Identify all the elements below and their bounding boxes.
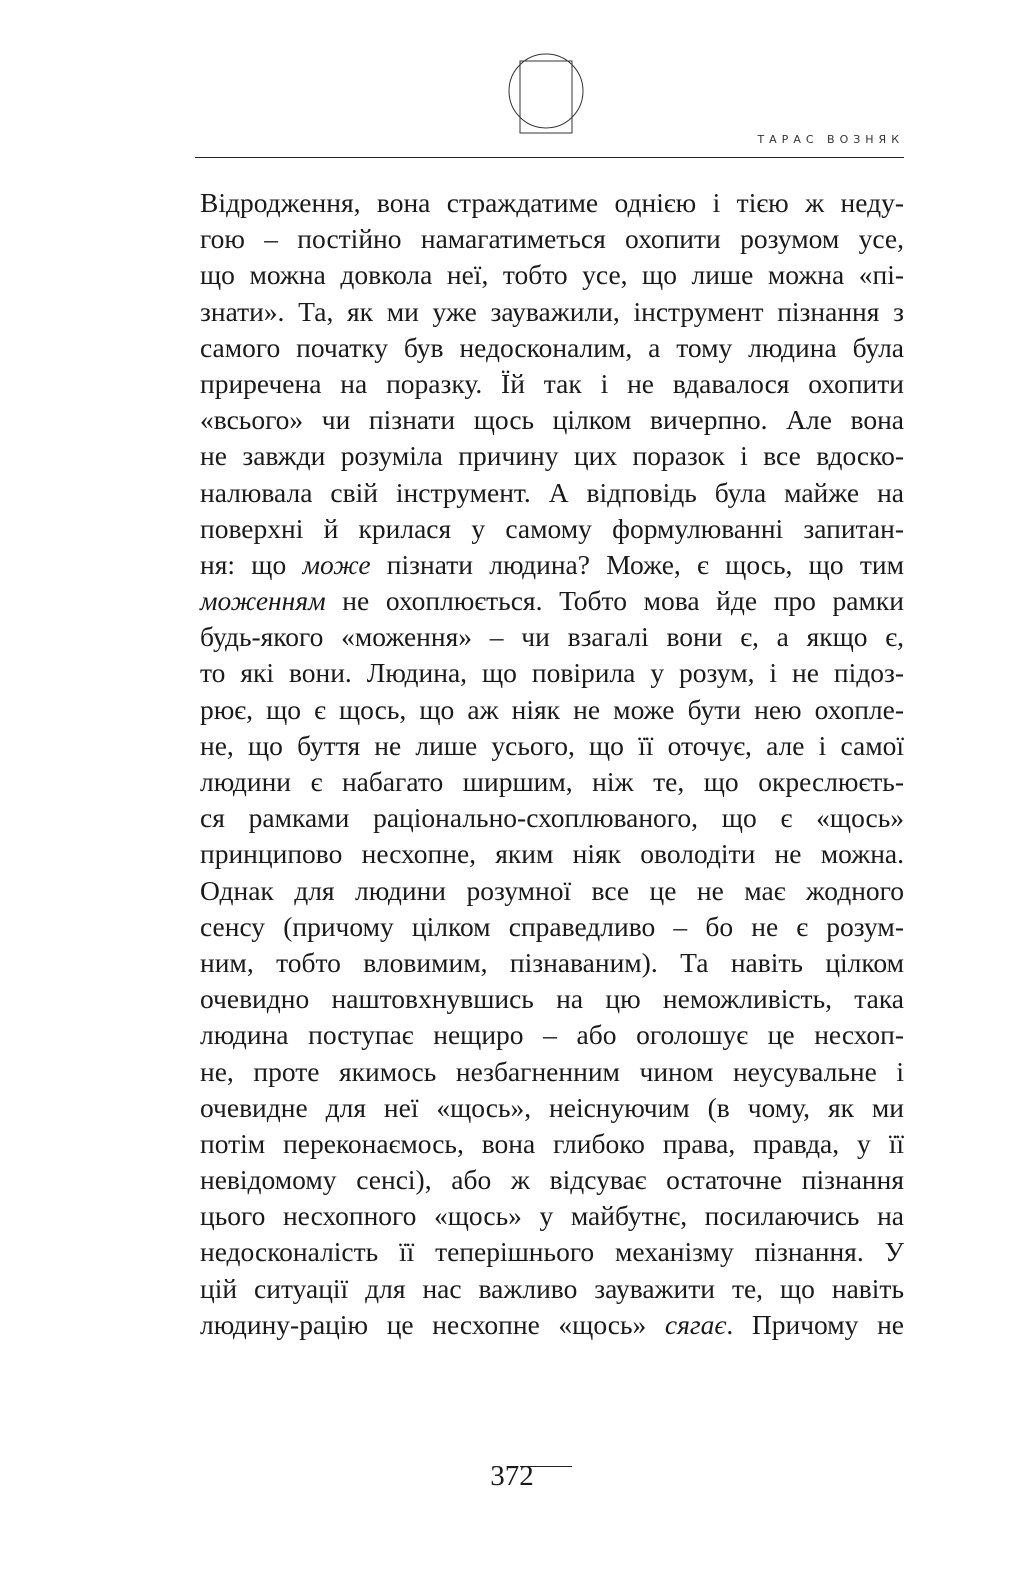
header-rule [195,157,904,158]
text-line [200,547,904,583]
text-line [200,1198,904,1234]
text-segment: очевидно наштовхнувшись на цю неможливість, така [200,983,904,1015]
text-line [200,873,904,909]
text-line [200,221,904,257]
text-line [200,1162,904,1198]
text-line [200,1234,904,1270]
text-line [200,475,904,511]
text-segment: «всього» чи пізнати щось цілком вичерпно. Але вона [200,404,904,436]
text-segment: людина поступає нещиро – або оголошує це несхоп- [200,1019,904,1051]
text-segment: очевидне для неї «щось», неіснуючим (в чому, як ми [200,1091,904,1123]
text-line [200,728,904,764]
text-line [200,1126,904,1162]
text-line [200,185,904,221]
text-segment: рює, що є щось, що аж ніяк не може бути нею охопле- [200,693,904,725]
text-segment: то які вони. Людина, що повірила у розум, і не підоз- [200,657,904,689]
page-number: 372 [490,1460,534,1492]
text-segment: людину-рацію це несхопне «щось» [200,1308,665,1340]
text-segment: . Причому не [726,1308,904,1340]
text-line [200,366,904,402]
text-line [200,981,904,1017]
text-line [200,583,904,619]
text-segment: знати». Та, як ми уже зауважили, інструмент пізнання з [200,295,904,327]
text-segment: налювала свій інструмент. А відповідь була майже на [200,476,904,508]
italic-text: сягає [664,1308,727,1340]
text-line [200,294,904,330]
body-text [200,185,904,1343]
text-line [200,402,904,438]
text-segment: самого початку був недосконалим, а тому людина була [200,331,904,363]
italic-text: може [302,548,371,580]
italic-text: моженням [200,585,326,617]
text-line [200,1090,904,1126]
text-segment: потім переконаємось, вона глибоко права, правда, у її [200,1127,904,1159]
text-line [200,909,904,945]
running-head-author: ТАРАС ВОЗНЯК [757,133,904,146]
text-line [200,1017,904,1053]
text-segment: ним, тобто вловимим, пізнаваним). Та навіть цілком [200,946,904,978]
text-line [200,800,904,836]
text-segment: ня: що [200,548,303,580]
text-line [200,438,904,474]
text-segment: поверхні й крилася у самому формулюванні запитан- [200,512,904,544]
text-line [200,836,904,872]
text-segment: гою – постійно намагатиметься охопити розумом усе, [200,223,904,255]
text-line [200,1271,904,1307]
text-line [200,1054,904,1090]
text-line [200,945,904,981]
text-line [200,655,904,691]
text-segment: сенсу (причому цілком справедливо – бо не є розум- [200,910,904,942]
text-segment: принципово несхопне, яким ніяк оволодіти не можна. [200,838,904,870]
logo-circle-square-emblem [508,48,584,134]
text-segment: не завжди розуміла причину цих поразок і все вдоско- [200,440,904,472]
text-segment: цій ситуації для нас важливо зауважити те, що навіть [200,1272,904,1304]
text-segment: людини є набагато ширшим, ніж те, що окреслюєть- [200,766,904,797]
text-line [200,330,904,366]
text-segment: не, проте якимось незбагненним чином неусувальне і [200,1055,904,1087]
text-line [200,511,904,547]
text-line [200,764,904,800]
text-segment: невідомому сенсі), або ж відсуває остаточне пізнання [200,1164,904,1196]
text-segment: Відродження, вона страждатиме однією і тією ж неду- [200,187,904,218]
text-segment: ся рамками раціонально-схоплюваного, що є «щось» [200,802,904,834]
text-segment: пізнати людина? Може, є щось, що тим [370,548,904,580]
text-segment: будь-якого «моження» – чи взагалі вони є, а якщо є, [200,621,904,653]
text-segment: цього несхопного «щось» у майбутнє, посилаючись на [200,1200,904,1232]
text-segment: не, що буття не лише усього, що її оточує, але і самої [200,729,904,761]
text-line [200,1307,904,1343]
text-line [200,257,904,293]
text-segment: не охоплюється. Тобто мова йде про рамки [325,585,904,617]
text-line [200,692,904,728]
text-line [200,619,904,655]
text-segment: недосконалість її теперішнього механізму пізнання. У [200,1236,904,1268]
text-segment: приречена на поразку. Їй так і не вдавалося охопити [200,367,904,399]
text-segment: що можна довкола неї, тобто усе, що лише можна «пі- [200,259,904,291]
text-segment: Однак для людини розумної все це не має жодного [200,874,904,906]
